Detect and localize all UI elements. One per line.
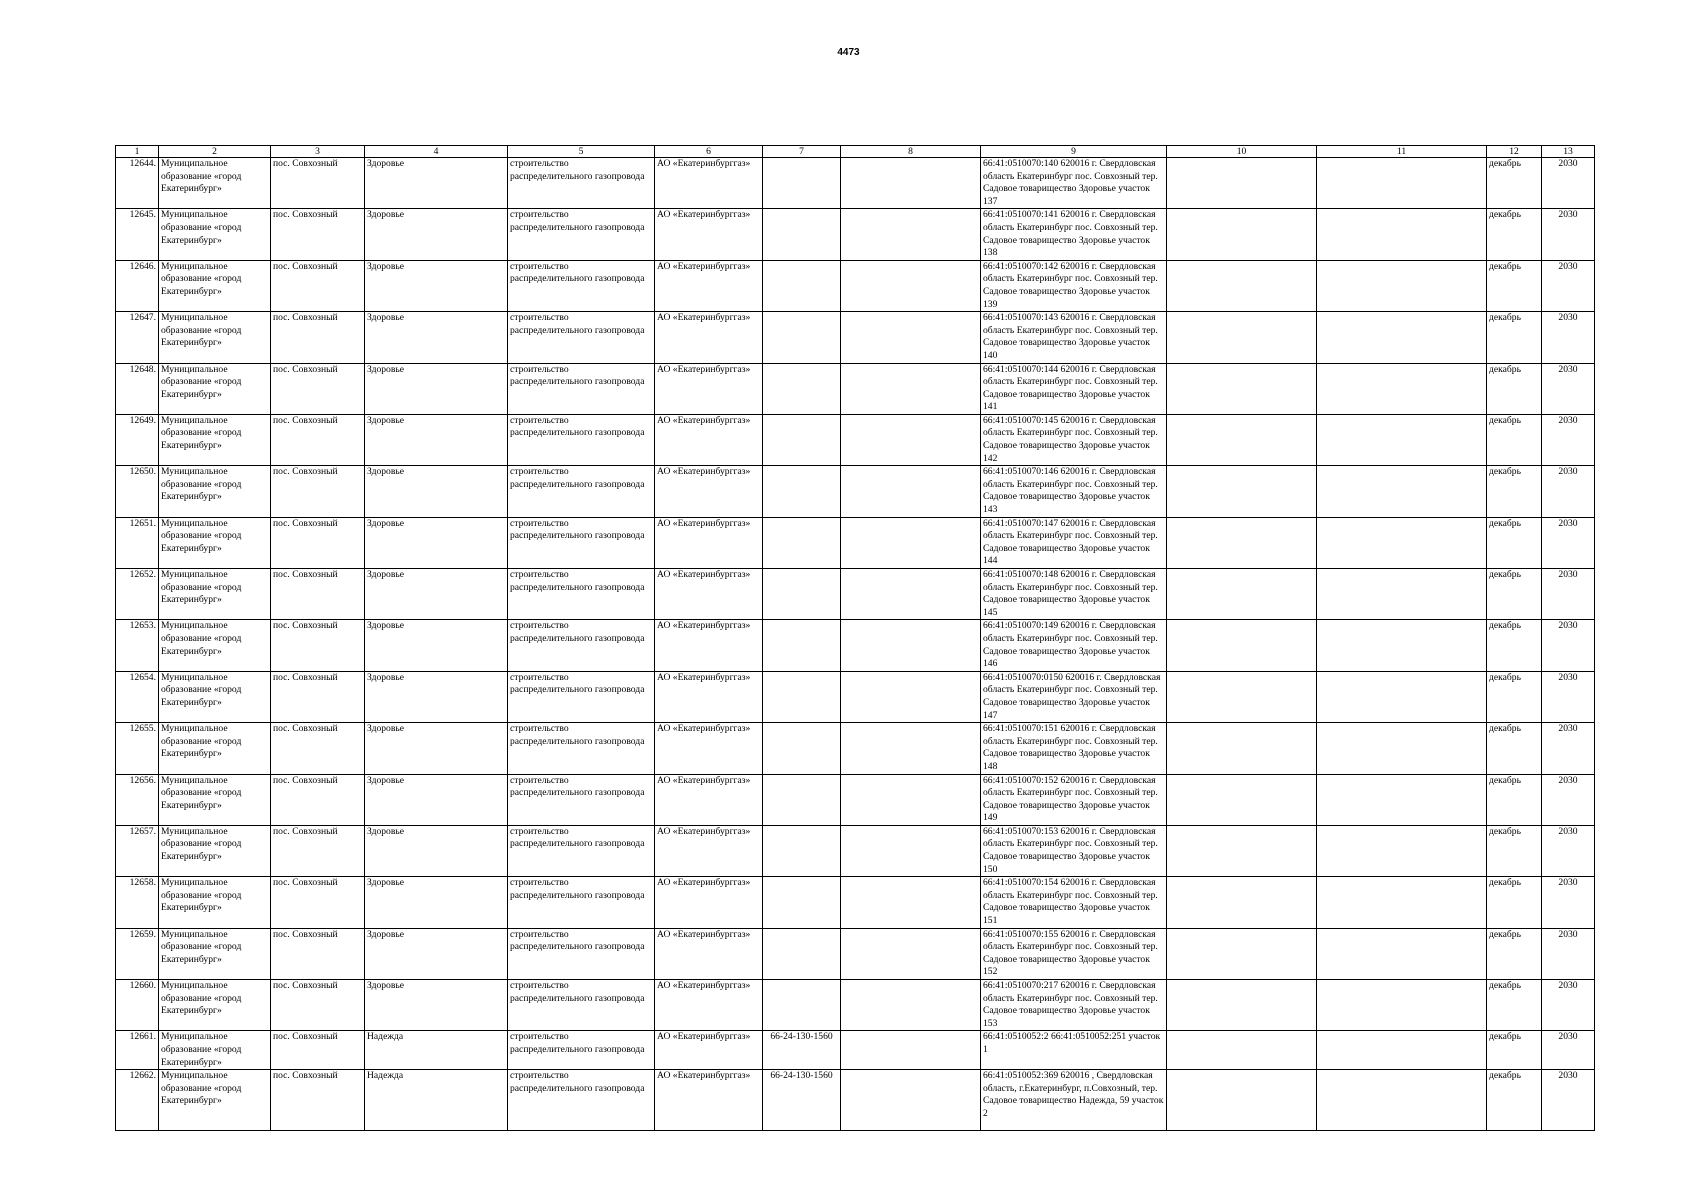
year-cell: 2030 bbox=[1542, 260, 1595, 311]
settlement-cell: пос. Совхозный bbox=[271, 877, 365, 928]
organization-cell: АО «Екатеринбурггаз» bbox=[655, 877, 763, 928]
register-table bbox=[115, 145, 1595, 1131]
code-cell bbox=[763, 517, 841, 568]
settlement-cell: пос. Совхозный bbox=[271, 671, 365, 722]
area-cell: Здоровье bbox=[365, 825, 508, 876]
column-header: 1 bbox=[116, 146, 159, 158]
month-cell: декабрь bbox=[1487, 569, 1542, 620]
organization-cell: АО «Екатеринбурггаз» bbox=[655, 1070, 763, 1131]
area-cell: Здоровье bbox=[365, 774, 508, 825]
table-row bbox=[116, 671, 1595, 722]
table-row bbox=[116, 209, 1595, 260]
table-row bbox=[116, 774, 1595, 825]
area-cell: Здоровье bbox=[365, 209, 508, 260]
column-11-cell bbox=[1317, 774, 1487, 825]
column-header: 5 bbox=[508, 146, 655, 158]
code-cell bbox=[763, 928, 841, 979]
settlement-cell: пос. Совхозный bbox=[271, 363, 365, 414]
organization-cell: АО «Екатеринбурггаз» bbox=[655, 1031, 763, 1070]
cadastral-cell: 66:41:0510070:149 620016 г. Свердловская область Екатеринбург пос. Совхозный тер. Садовое товарищество Здоровье участок 146 bbox=[981, 620, 1167, 671]
column-11-cell bbox=[1317, 517, 1487, 568]
column-8-cell bbox=[841, 569, 981, 620]
table-row bbox=[116, 877, 1595, 928]
column-10-cell bbox=[1167, 209, 1317, 260]
code-cell bbox=[763, 825, 841, 876]
cadastral-cell: 66:41:0510070:146 620016 г. Свердловская область Екатеринбург пос. Совхозный тер. Садовое товарищество Здоровье участок 143 bbox=[981, 466, 1167, 517]
year-cell: 2030 bbox=[1542, 569, 1595, 620]
row-number: 12645. bbox=[116, 209, 159, 260]
month-cell: декабрь bbox=[1487, 877, 1542, 928]
municipality-cell: Муниципальное образование «город Екатеринбург» bbox=[159, 774, 271, 825]
municipality-cell: Муниципальное образование «город Екатеринбург» bbox=[159, 877, 271, 928]
cadastral-cell: 66:41:0510070:151 620016 г. Свердловская область Екатеринбург пос. Совхозный тер. Садовое товарищество Здоровье участок 148 bbox=[981, 723, 1167, 774]
column-11-cell bbox=[1317, 466, 1487, 517]
column-8-cell bbox=[841, 620, 981, 671]
code-cell: 66-24-130-1560 bbox=[763, 1070, 841, 1131]
month-cell: декабрь bbox=[1487, 671, 1542, 722]
column-10-cell bbox=[1167, 466, 1317, 517]
column-11-cell bbox=[1317, 1031, 1487, 1070]
purpose-cell: строительство распределительного газопровода bbox=[508, 569, 655, 620]
municipality-cell: Муниципальное образование «город Екатеринбург» bbox=[159, 466, 271, 517]
municipality-cell: Муниципальное образование «город Екатеринбург» bbox=[159, 363, 271, 414]
code-cell bbox=[763, 723, 841, 774]
column-8-cell bbox=[841, 1070, 981, 1131]
municipality-cell: Муниципальное образование «город Екатеринбург» bbox=[159, 928, 271, 979]
column-11-cell bbox=[1317, 569, 1487, 620]
year-cell: 2030 bbox=[1542, 825, 1595, 876]
cadastral-cell: 66:41:0510070:152 620016 г. Свердловская область Екатеринбург пос. Совхозный тер. Садовое товарищество Здоровье участок 149 bbox=[981, 774, 1167, 825]
row-number: 12652. bbox=[116, 569, 159, 620]
cadastral-cell: 66:41:0510070:143 620016 г. Свердловская область Екатеринбург пос. Совхозный тер. Садовое товарищество Здоровье участок 140 bbox=[981, 312, 1167, 363]
settlement-cell: пос. Совхозный bbox=[271, 466, 365, 517]
year-cell: 2030 bbox=[1542, 517, 1595, 568]
purpose-cell: строительство распределительного газопровода bbox=[508, 312, 655, 363]
municipality-cell: Муниципальное образование «город Екатеринбург» bbox=[159, 209, 271, 260]
code-cell bbox=[763, 620, 841, 671]
column-header: 13 bbox=[1542, 146, 1595, 158]
row-number: 12658. bbox=[116, 877, 159, 928]
cadastral-cell: 66:41:0510070:155 620016 г. Свердловская область Екатеринбург пос. Совхозный тер. Садовое товарищество Здоровье участок 152 bbox=[981, 928, 1167, 979]
month-cell: декабрь bbox=[1487, 774, 1542, 825]
column-10-cell bbox=[1167, 825, 1317, 876]
area-cell: Здоровье bbox=[365, 928, 508, 979]
area-cell: Здоровье bbox=[365, 414, 508, 465]
purpose-cell: строительство распределительного газопровода bbox=[508, 774, 655, 825]
column-11-cell bbox=[1317, 723, 1487, 774]
organization-cell: АО «Екатеринбурггаз» bbox=[655, 363, 763, 414]
month-cell: декабрь bbox=[1487, 363, 1542, 414]
code-cell bbox=[763, 774, 841, 825]
column-header: 3 bbox=[271, 146, 365, 158]
month-cell: декабрь bbox=[1487, 158, 1542, 209]
organization-cell: АО «Екатеринбурггаз» bbox=[655, 980, 763, 1031]
column-header: 2 bbox=[159, 146, 271, 158]
organization-cell: АО «Екатеринбурггаз» bbox=[655, 723, 763, 774]
column-10-cell bbox=[1167, 312, 1317, 363]
purpose-cell: строительство распределительного газопровода bbox=[508, 517, 655, 568]
area-cell: Здоровье bbox=[365, 260, 508, 311]
table-row bbox=[116, 158, 1595, 209]
column-header: 11 bbox=[1317, 146, 1487, 158]
year-cell: 2030 bbox=[1542, 1070, 1595, 1131]
table-row bbox=[116, 825, 1595, 876]
column-11-cell bbox=[1317, 877, 1487, 928]
column-8-cell bbox=[841, 158, 981, 209]
column-11-cell bbox=[1317, 209, 1487, 260]
month-cell: декабрь bbox=[1487, 1070, 1542, 1131]
month-cell: декабрь bbox=[1487, 928, 1542, 979]
area-cell: Здоровье bbox=[365, 980, 508, 1031]
purpose-cell: строительство распределительного газопровода bbox=[508, 877, 655, 928]
area-cell: Здоровье bbox=[365, 671, 508, 722]
row-number: 12646. bbox=[116, 260, 159, 311]
cadastral-cell: 66:41:0510070:148 620016 г. Свердловская область Екатеринбург пос. Совхозный тер. Садовое товарищество Здоровье участок 145 bbox=[981, 569, 1167, 620]
column-8-cell bbox=[841, 414, 981, 465]
column-header: 12 bbox=[1487, 146, 1542, 158]
area-cell: Здоровье bbox=[365, 312, 508, 363]
row-number: 12649. bbox=[116, 414, 159, 465]
column-10-cell bbox=[1167, 363, 1317, 414]
table-row bbox=[116, 1031, 1595, 1070]
table-body bbox=[116, 158, 1595, 1131]
settlement-cell: пос. Совхозный bbox=[271, 569, 365, 620]
area-cell: Здоровье bbox=[365, 620, 508, 671]
purpose-cell: строительство распределительного газопровода bbox=[508, 363, 655, 414]
row-number: 12650. bbox=[116, 466, 159, 517]
code-cell bbox=[763, 980, 841, 1031]
purpose-cell: строительство распределительного газопровода bbox=[508, 620, 655, 671]
municipality-cell: Муниципальное образование «город Екатеринбург» bbox=[159, 620, 271, 671]
column-11-cell bbox=[1317, 825, 1487, 876]
municipality-cell: Муниципальное образование «город Екатеринбург» bbox=[159, 671, 271, 722]
cadastral-cell: 66:41:0510070:140 620016 г. Свердловская область Екатеринбург пос. Совхозный тер. Садовое товарищество Здоровье участок 137 bbox=[981, 158, 1167, 209]
municipality-cell: Муниципальное образование «город Екатеринбург» bbox=[159, 1070, 271, 1131]
table-row bbox=[116, 620, 1595, 671]
area-cell: Здоровье bbox=[365, 158, 508, 209]
column-header: 8 bbox=[841, 146, 981, 158]
year-cell: 2030 bbox=[1542, 980, 1595, 1031]
cadastral-cell: 66:41:0510070:145 620016 г. Свердловская область Екатеринбург пос. Совхозный тер. Садовое товарищество Здоровье участок 142 bbox=[981, 414, 1167, 465]
column-header: 7 bbox=[763, 146, 841, 158]
column-10-cell bbox=[1167, 877, 1317, 928]
area-cell: Здоровье bbox=[365, 723, 508, 774]
month-cell: декабрь bbox=[1487, 723, 1542, 774]
column-10-cell bbox=[1167, 1031, 1317, 1070]
column-11-cell bbox=[1317, 980, 1487, 1031]
column-8-cell bbox=[841, 312, 981, 363]
column-11-cell bbox=[1317, 671, 1487, 722]
settlement-cell: пос. Совхозный bbox=[271, 158, 365, 209]
cadastral-cell: 66:41:0510052:369 620016 , Свердловская область, г.Екатеринбург, п.Совхозный, тер. Садовое товарищество Надежда, 59 участок 2 bbox=[981, 1070, 1167, 1131]
organization-cell: АО «Екатеринбурггаз» bbox=[655, 671, 763, 722]
column-11-cell bbox=[1317, 1070, 1487, 1131]
code-cell bbox=[763, 671, 841, 722]
year-cell: 2030 bbox=[1542, 774, 1595, 825]
organization-cell: АО «Екатеринбурггаз» bbox=[655, 260, 763, 311]
settlement-cell: пос. Совхозный bbox=[271, 825, 365, 876]
organization-cell: АО «Екатеринбурггаз» bbox=[655, 414, 763, 465]
settlement-cell: пос. Совхозный bbox=[271, 414, 365, 465]
year-cell: 2030 bbox=[1542, 414, 1595, 465]
row-number: 12651. bbox=[116, 517, 159, 568]
column-8-cell bbox=[841, 825, 981, 876]
municipality-cell: Муниципальное образование «город Екатеринбург» bbox=[159, 312, 271, 363]
column-11-cell bbox=[1317, 414, 1487, 465]
code-cell bbox=[763, 569, 841, 620]
year-cell: 2030 bbox=[1542, 620, 1595, 671]
column-8-cell bbox=[841, 928, 981, 979]
month-cell: декабрь bbox=[1487, 260, 1542, 311]
municipality-cell: Муниципальное образование «город Екатеринбург» bbox=[159, 825, 271, 876]
month-cell: декабрь bbox=[1487, 209, 1542, 260]
purpose-cell: строительство распределительного газопровода bbox=[508, 1070, 655, 1131]
column-8-cell bbox=[841, 877, 981, 928]
year-cell: 2030 bbox=[1542, 877, 1595, 928]
year-cell: 2030 bbox=[1542, 928, 1595, 979]
municipality-cell: Муниципальное образование «город Екатеринбург» bbox=[159, 260, 271, 311]
row-number: 12659. bbox=[116, 928, 159, 979]
area-cell: Здоровье bbox=[365, 363, 508, 414]
code-cell bbox=[763, 312, 841, 363]
area-cell: Надежда bbox=[365, 1031, 508, 1070]
settlement-cell: пос. Совхозный bbox=[271, 1031, 365, 1070]
year-cell: 2030 bbox=[1542, 1031, 1595, 1070]
settlement-cell: пос. Совхозный bbox=[271, 928, 365, 979]
municipality-cell: Муниципальное образование «город Екатеринбург» bbox=[159, 569, 271, 620]
organization-cell: АО «Екатеринбурггаз» bbox=[655, 825, 763, 876]
column-11-cell bbox=[1317, 928, 1487, 979]
table-header bbox=[116, 146, 1595, 158]
municipality-cell: Муниципальное образование «город Екатеринбург» bbox=[159, 980, 271, 1031]
column-header: 4 bbox=[365, 146, 508, 158]
column-10-cell bbox=[1167, 569, 1317, 620]
header-row bbox=[116, 146, 1595, 158]
area-cell: Здоровье bbox=[365, 517, 508, 568]
organization-cell: АО «Екатеринбурггаз» bbox=[655, 774, 763, 825]
purpose-cell: строительство распределительного газопровода bbox=[508, 466, 655, 517]
column-header: 9 bbox=[981, 146, 1167, 158]
column-8-cell bbox=[841, 466, 981, 517]
organization-cell: АО «Екатеринбурггаз» bbox=[655, 158, 763, 209]
municipality-cell: Муниципальное образование «город Екатеринбург» bbox=[159, 158, 271, 209]
column-10-cell bbox=[1167, 620, 1317, 671]
column-8-cell bbox=[841, 774, 981, 825]
row-number: 12660. bbox=[116, 980, 159, 1031]
row-number: 12653. bbox=[116, 620, 159, 671]
column-11-cell bbox=[1317, 260, 1487, 311]
year-cell: 2030 bbox=[1542, 158, 1595, 209]
settlement-cell: пос. Совхозный bbox=[271, 1070, 365, 1131]
area-cell: Здоровье bbox=[365, 466, 508, 517]
year-cell: 2030 bbox=[1542, 671, 1595, 722]
cadastral-cell: 66:41:0510070:217 620016 г. Свердловская область Екатеринбург пос. Совхозный тер. Садовое товарищество Здоровье участок 153 bbox=[981, 980, 1167, 1031]
column-10-cell bbox=[1167, 671, 1317, 722]
cadastral-cell: 66:41:0510070:153 620016 г. Свердловская область Екатеринбург пос. Совхозный тер. Садовое товарищество Здоровье участок 150 bbox=[981, 825, 1167, 876]
column-8-cell bbox=[841, 671, 981, 722]
cadastral-cell: 66:41:0510052:2 66:41:0510052:251 участок 1 bbox=[981, 1031, 1167, 1070]
year-cell: 2030 bbox=[1542, 723, 1595, 774]
month-cell: декабрь bbox=[1487, 466, 1542, 517]
purpose-cell: строительство распределительного газопровода bbox=[508, 671, 655, 722]
column-10-cell bbox=[1167, 774, 1317, 825]
code-cell bbox=[763, 209, 841, 260]
municipality-cell: Муниципальное образование «город Екатеринбург» bbox=[159, 723, 271, 774]
purpose-cell: строительство распределительного газопровода bbox=[508, 825, 655, 876]
code-cell bbox=[763, 414, 841, 465]
row-number: 12655. bbox=[116, 723, 159, 774]
table-row bbox=[116, 928, 1595, 979]
table-row bbox=[116, 363, 1595, 414]
column-10-cell bbox=[1167, 723, 1317, 774]
column-8-cell bbox=[841, 363, 981, 414]
organization-cell: АО «Екатеринбурггаз» bbox=[655, 928, 763, 979]
purpose-cell: строительство распределительного газопровода bbox=[508, 158, 655, 209]
column-header: 6 bbox=[655, 146, 763, 158]
area-cell: Здоровье bbox=[365, 877, 508, 928]
table-row bbox=[116, 260, 1595, 311]
row-number: 12657. bbox=[116, 825, 159, 876]
table-row bbox=[116, 723, 1595, 774]
cadastral-cell: 66:41:0510070:144 620016 г. Свердловская область Екатеринбург пос. Совхозный тер. Садовое товарищество Здоровье участок 141 bbox=[981, 363, 1167, 414]
settlement-cell: пос. Совхозный bbox=[271, 980, 365, 1031]
organization-cell: АО «Екатеринбурггаз» bbox=[655, 209, 763, 260]
code-cell bbox=[763, 260, 841, 311]
month-cell: декабрь bbox=[1487, 312, 1542, 363]
purpose-cell: строительство распределительного газопровода bbox=[508, 723, 655, 774]
column-header: 10 bbox=[1167, 146, 1317, 158]
table-row bbox=[116, 466, 1595, 517]
column-10-cell bbox=[1167, 414, 1317, 465]
municipality-cell: Муниципальное образование «город Екатеринбург» bbox=[159, 517, 271, 568]
row-number: 12644. bbox=[116, 158, 159, 209]
month-cell: декабрь bbox=[1487, 517, 1542, 568]
cadastral-cell: 66:41:0510070:142 620016 г. Свердловская область Екатеринбург пос. Совхозный тер. Садовое товарищество Здоровье участок 139 bbox=[981, 260, 1167, 311]
organization-cell: АО «Екатеринбурггаз» bbox=[655, 312, 763, 363]
table-row bbox=[116, 312, 1595, 363]
organization-cell: АО «Екатеринбурггаз» bbox=[655, 517, 763, 568]
settlement-cell: пос. Совхозный bbox=[271, 209, 365, 260]
cadastral-cell: 66:41:0510070:147 620016 г. Свердловская область Екатеринбург пос. Совхозный тер. Садовое товарищество Здоровье участок 144 bbox=[981, 517, 1167, 568]
settlement-cell: пос. Совхозный bbox=[271, 620, 365, 671]
code-cell bbox=[763, 363, 841, 414]
column-10-cell bbox=[1167, 928, 1317, 979]
column-8-cell bbox=[841, 980, 981, 1031]
organization-cell: АО «Екатеринбурггаз» bbox=[655, 620, 763, 671]
column-11-cell bbox=[1317, 620, 1487, 671]
column-10-cell bbox=[1167, 158, 1317, 209]
settlement-cell: пос. Совхозный bbox=[271, 260, 365, 311]
month-cell: декабрь bbox=[1487, 620, 1542, 671]
municipality-cell: Муниципальное образование «город Екатеринбург» bbox=[159, 414, 271, 465]
code-cell bbox=[763, 466, 841, 517]
purpose-cell: строительство распределительного газопровода bbox=[508, 928, 655, 979]
cadastral-cell: 66:41:0510070:154 620016 г. Свердловская область Екатеринбург пос. Совхозный тер. Садовое товарищество Здоровье участок 151 bbox=[981, 877, 1167, 928]
year-cell: 2030 bbox=[1542, 466, 1595, 517]
area-cell: Здоровье bbox=[365, 569, 508, 620]
column-11-cell bbox=[1317, 363, 1487, 414]
table-row bbox=[116, 517, 1595, 568]
purpose-cell: строительство распределительного газопровода bbox=[508, 260, 655, 311]
settlement-cell: пос. Совхозный bbox=[271, 723, 365, 774]
purpose-cell: строительство распределительного газопровода bbox=[508, 1031, 655, 1070]
column-8-cell bbox=[841, 260, 981, 311]
month-cell: декабрь bbox=[1487, 1031, 1542, 1070]
row-number: 12656. bbox=[116, 774, 159, 825]
year-cell: 2030 bbox=[1542, 363, 1595, 414]
column-8-cell bbox=[841, 723, 981, 774]
row-number: 12647. bbox=[116, 312, 159, 363]
year-cell: 2030 bbox=[1542, 209, 1595, 260]
row-number: 12661. bbox=[116, 1031, 159, 1070]
row-number: 12654. bbox=[116, 671, 159, 722]
code-cell: 66-24-130-1560 bbox=[763, 1031, 841, 1070]
column-8-cell bbox=[841, 209, 981, 260]
code-cell bbox=[763, 877, 841, 928]
column-10-cell bbox=[1167, 1070, 1317, 1131]
table-row bbox=[116, 980, 1595, 1031]
cadastral-cell: 66:41:0510070:141 620016 г. Свердловская область Екатеринбург пос. Совхозный тер. Садовое товарищество Здоровье участок 138 bbox=[981, 209, 1167, 260]
year-cell: 2030 bbox=[1542, 312, 1595, 363]
column-11-cell bbox=[1317, 312, 1487, 363]
table-row bbox=[116, 414, 1595, 465]
column-10-cell bbox=[1167, 260, 1317, 311]
table-row bbox=[116, 569, 1595, 620]
column-10-cell bbox=[1167, 980, 1317, 1031]
month-cell: декабрь bbox=[1487, 980, 1542, 1031]
row-number: 12648. bbox=[116, 363, 159, 414]
month-cell: декабрь bbox=[1487, 414, 1542, 465]
purpose-cell: строительство распределительного газопровода bbox=[508, 414, 655, 465]
settlement-cell: пос. Совхозный bbox=[271, 312, 365, 363]
cadastral-cell: 66:41:0510070:0150 620016 г. Свердловская область Екатеринбург пос. Совхозный тер. Садовое товарищество Здоровье участок 147 bbox=[981, 671, 1167, 722]
page-number: 4473 bbox=[837, 47, 860, 58]
column-10-cell bbox=[1167, 517, 1317, 568]
column-11-cell bbox=[1317, 158, 1487, 209]
purpose-cell: строительство распределительного газопровода bbox=[508, 980, 655, 1031]
organization-cell: АО «Екатеринбурггаз» bbox=[655, 466, 763, 517]
table-row bbox=[116, 1070, 1595, 1131]
organization-cell: АО «Екатеринбурггаз» bbox=[655, 569, 763, 620]
settlement-cell: пос. Совхозный bbox=[271, 774, 365, 825]
area-cell: Надежда bbox=[365, 1070, 508, 1131]
column-8-cell bbox=[841, 517, 981, 568]
purpose-cell: строительство распределительного газопровода bbox=[508, 209, 655, 260]
month-cell: декабрь bbox=[1487, 825, 1542, 876]
municipality-cell: Муниципальное образование «город Екатеринбург» bbox=[159, 1031, 271, 1070]
settlement-cell: пос. Совхозный bbox=[271, 517, 365, 568]
code-cell bbox=[763, 158, 841, 209]
row-number: 12662. bbox=[116, 1070, 159, 1131]
column-8-cell bbox=[841, 1031, 981, 1070]
